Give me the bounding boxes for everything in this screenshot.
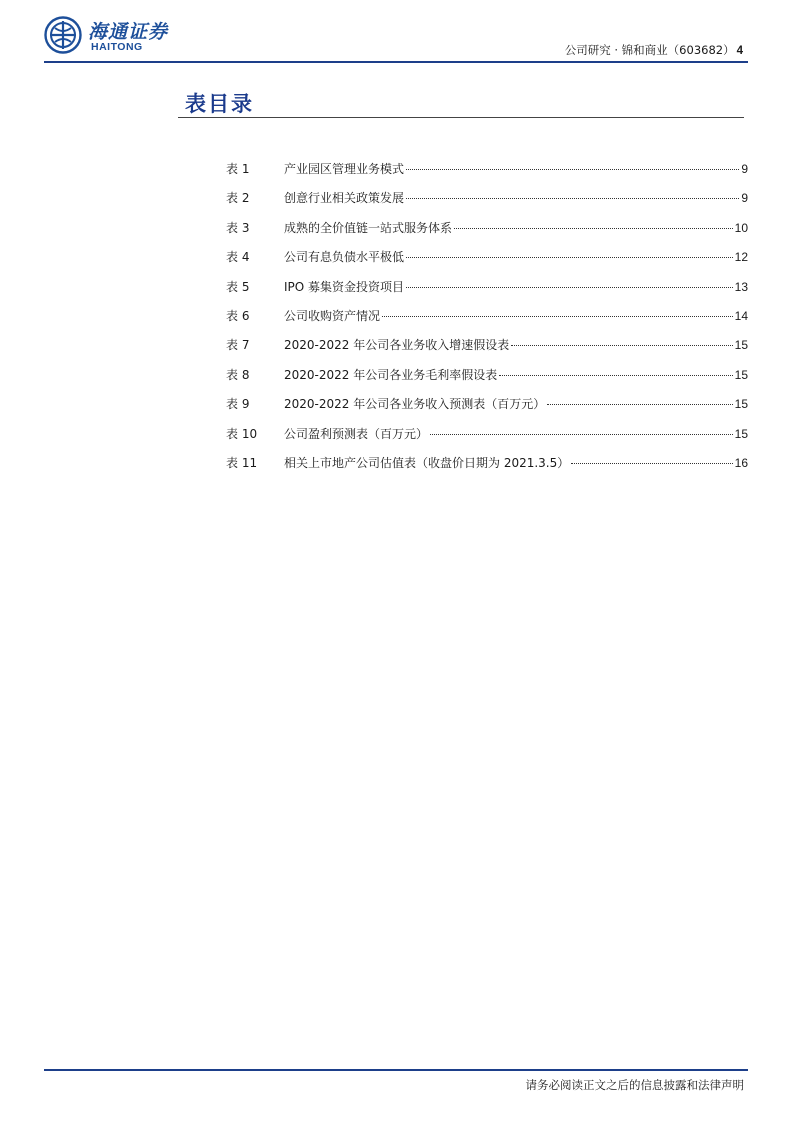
toc-entry[interactable] <box>226 366 748 395</box>
toc-entry-page: 12 <box>734 250 748 265</box>
toc-entry-page: 10 <box>734 220 748 235</box>
brand-name-cn: 海通证券 <box>88 21 169 43</box>
toc-dot-leader <box>430 434 733 435</box>
toc-entry-page: 15 <box>734 338 748 353</box>
toc-entry[interactable] <box>226 278 748 307</box>
toc-entry-page: 15 <box>734 426 748 441</box>
title-divider <box>178 117 744 118</box>
toc-entry-text: 2020-2022 年公司各业务毛利率假设表 <box>284 367 498 382</box>
toc-entry[interactable] <box>226 307 748 336</box>
toc-entry-page: 16 <box>734 455 748 470</box>
toc-dot-leader <box>571 463 732 464</box>
toc-entry-label: 表 9 <box>226 397 250 412</box>
toc-entry-page: 15 <box>734 397 748 412</box>
toc-dot-leader <box>454 228 733 229</box>
brand-name-en: HAITONG <box>91 41 143 53</box>
toc-entry-page: 15 <box>734 367 748 382</box>
toc-entry-text: 产业园区管理业务模式 <box>284 162 405 176</box>
footer-divider <box>44 1069 748 1071</box>
toc-title: 表目录 <box>185 91 254 116</box>
toc-entry-label: 表 2 <box>226 191 250 206</box>
toc-entry-label: 表 11 <box>226 455 258 470</box>
toc-entry-page: 14 <box>734 308 748 323</box>
toc-entry-text: 公司收购资产情况 <box>284 308 381 323</box>
haitong-logo-icon <box>44 16 82 54</box>
toc-entry-text: IPO 募集资金投资项目 <box>284 279 405 294</box>
toc-dot-leader <box>382 316 733 317</box>
toc-entry-text: 成熟的全价值链一站式服务体系 <box>284 220 453 235</box>
toc-entry[interactable] <box>226 248 748 277</box>
toc-entry-label: 表 3 <box>226 220 250 235</box>
toc-entry-text: 2020-2022 年公司各业务收入预测表（百万元） <box>284 397 546 412</box>
header-divider <box>44 61 748 63</box>
toc-entry-label: 表 5 <box>226 279 250 294</box>
toc-entry[interactable] <box>226 395 748 424</box>
toc-entry-text: 公司有息负债水平极低 <box>284 250 405 265</box>
toc-dot-leader <box>406 287 733 288</box>
toc-entry-text: 公司盈利预测表（百万元） <box>284 426 429 441</box>
toc-entry[interactable] <box>226 425 748 454</box>
toc-entry[interactable] <box>226 336 748 365</box>
toc-entry[interactable] <box>226 219 748 248</box>
toc-dot-leader <box>547 404 732 405</box>
toc-dot-leader <box>406 198 739 199</box>
toc-entry-label: 表 4 <box>226 250 250 265</box>
toc-entry-page: 9 <box>741 162 748 176</box>
toc-entry-text: 创意行业相关政策发展 <box>284 191 405 206</box>
report-label: 公司研究 · 锦和商业（603682） <box>564 43 735 57</box>
toc-dot-leader <box>406 169 739 170</box>
page-header <box>0 0 793 70</box>
toc-entry-label: 表 6 <box>226 308 250 323</box>
toc-entry[interactable] <box>226 454 748 483</box>
toc-entry[interactable] <box>226 160 748 189</box>
table-of-tables <box>226 160 748 483</box>
toc-dot-leader <box>499 375 732 376</box>
toc-entry-text: 2020-2022 年公司各业务收入增速假设表 <box>284 338 510 353</box>
toc-entry[interactable] <box>226 189 748 218</box>
toc-dot-leader <box>511 345 732 346</box>
toc-dot-leader <box>406 257 733 258</box>
toc-entry-page: 13 <box>734 279 748 294</box>
haitong-logo <box>44 16 184 58</box>
toc-entry-label: 表 10 <box>226 426 258 441</box>
toc-entry-page: 9 <box>741 191 748 206</box>
page-number: 4 <box>736 45 743 57</box>
toc-entry-label: 表 8 <box>226 367 250 382</box>
report-header-label <box>565 42 743 58</box>
toc-entry-text: 相关上市地产公司估值表（收盘价日期为 2021.3.5） <box>284 455 570 470</box>
toc-entry-label: 表 1 <box>226 162 250 176</box>
footer-disclaimer: 请务必阅读正文之后的信息披露和法律声明 <box>525 1078 744 1092</box>
toc-entry-label: 表 7 <box>226 338 250 353</box>
